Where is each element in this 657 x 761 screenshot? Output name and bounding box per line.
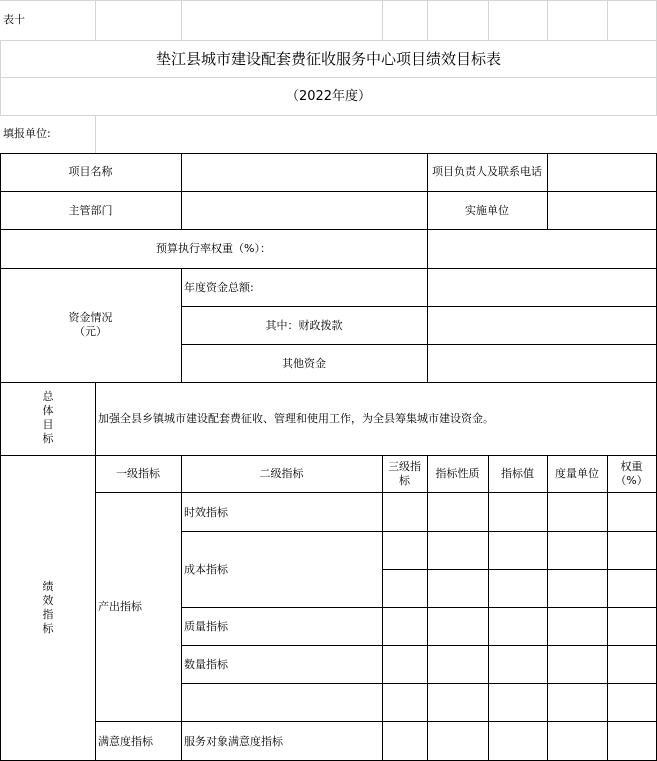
fiscal-label: 其中：财政拨款 xyxy=(265,319,343,332)
table-border xyxy=(382,455,383,761)
header-level2: 二级指标 xyxy=(259,467,304,480)
level2-quantity: 数量指标 xyxy=(184,658,228,671)
gridline xyxy=(607,0,608,40)
header-weight xyxy=(607,460,656,488)
year-label: （2022年度） xyxy=(285,89,372,104)
table-border xyxy=(181,344,657,345)
level1-output: 产出指标 xyxy=(98,600,142,613)
level1-satisfaction: 满意度指标 xyxy=(98,735,153,748)
table-border xyxy=(0,268,657,269)
table-border xyxy=(427,455,428,761)
header-unit: 度量单位 xyxy=(555,467,599,480)
table-border xyxy=(181,531,657,532)
table-border xyxy=(181,607,657,608)
other-funds-label: 其他资金 xyxy=(282,357,326,370)
fill-unit-label: 填报单位: xyxy=(3,127,51,140)
funds-label xyxy=(0,311,181,339)
table-border xyxy=(181,455,182,761)
dept-label: 主管部门 xyxy=(68,204,113,217)
overall-goal-label xyxy=(41,390,55,446)
table-border xyxy=(382,569,657,570)
table-border xyxy=(547,455,548,761)
table-border xyxy=(0,229,657,230)
page-title: 垫江县城市建设配套费征收服务中心项目绩效目标表 xyxy=(155,50,501,68)
level2-service-satisfaction: 服务对象满意度指标 xyxy=(184,735,283,748)
level2-quality: 质量指标 xyxy=(184,620,228,633)
project-name-label: 项目名称 xyxy=(68,165,113,178)
overall-goal-label-text: 总 体 目 标 xyxy=(42,390,54,445)
header-level3-text: 三级指 标 xyxy=(388,460,421,487)
overall-goal-text: 加强全县乡镇城市建设配套费征收、管理和使用工作，为全县筹集城市建设资金。 xyxy=(98,412,494,425)
table-border xyxy=(181,153,182,230)
sheet-label: 表十 xyxy=(3,13,25,26)
table-border xyxy=(547,153,548,230)
table-border xyxy=(181,683,657,684)
table-border xyxy=(95,492,657,493)
impl-unit-label: 实施单位 xyxy=(465,204,509,217)
gridline xyxy=(488,0,489,40)
annual-total-label: 年度资金总额: xyxy=(184,281,254,294)
header-nature: 指标性质 xyxy=(435,467,480,480)
header-level3 xyxy=(382,460,427,488)
table-border xyxy=(0,455,657,456)
level2-timeliness: 时效指标 xyxy=(184,506,228,519)
table-border xyxy=(95,382,96,761)
perf-label xyxy=(41,580,55,636)
table-border xyxy=(0,153,657,154)
gridline xyxy=(0,115,657,116)
table-border xyxy=(427,229,428,383)
table-border xyxy=(95,721,657,722)
gridline xyxy=(95,116,96,154)
funds-label-text: 资金情况 （元） xyxy=(68,311,113,338)
header-weight-text: 权重 （%） xyxy=(615,460,648,487)
gridline xyxy=(181,0,182,40)
table-border xyxy=(0,191,657,192)
table-border xyxy=(488,455,489,761)
table-border xyxy=(181,306,657,307)
gridline xyxy=(547,0,548,40)
budget-rate-label: 预算执行率权重（%）： xyxy=(156,242,271,255)
contact-label: 项目负责人及联系电话 xyxy=(432,165,542,178)
gridline xyxy=(427,0,428,40)
gridline xyxy=(0,77,657,78)
header-value: 指标值 xyxy=(501,467,534,480)
gridline xyxy=(0,40,657,41)
table-border xyxy=(607,455,608,761)
perf-label-text: 绩 效 指 标 xyxy=(42,580,54,635)
gridline xyxy=(95,0,96,40)
gridline xyxy=(382,0,383,40)
table-border xyxy=(0,382,657,383)
level2-cost: 成本指标 xyxy=(184,563,228,576)
table-border xyxy=(181,645,657,646)
gridline xyxy=(0,0,657,1)
header-level1: 一级指标 xyxy=(116,467,160,480)
